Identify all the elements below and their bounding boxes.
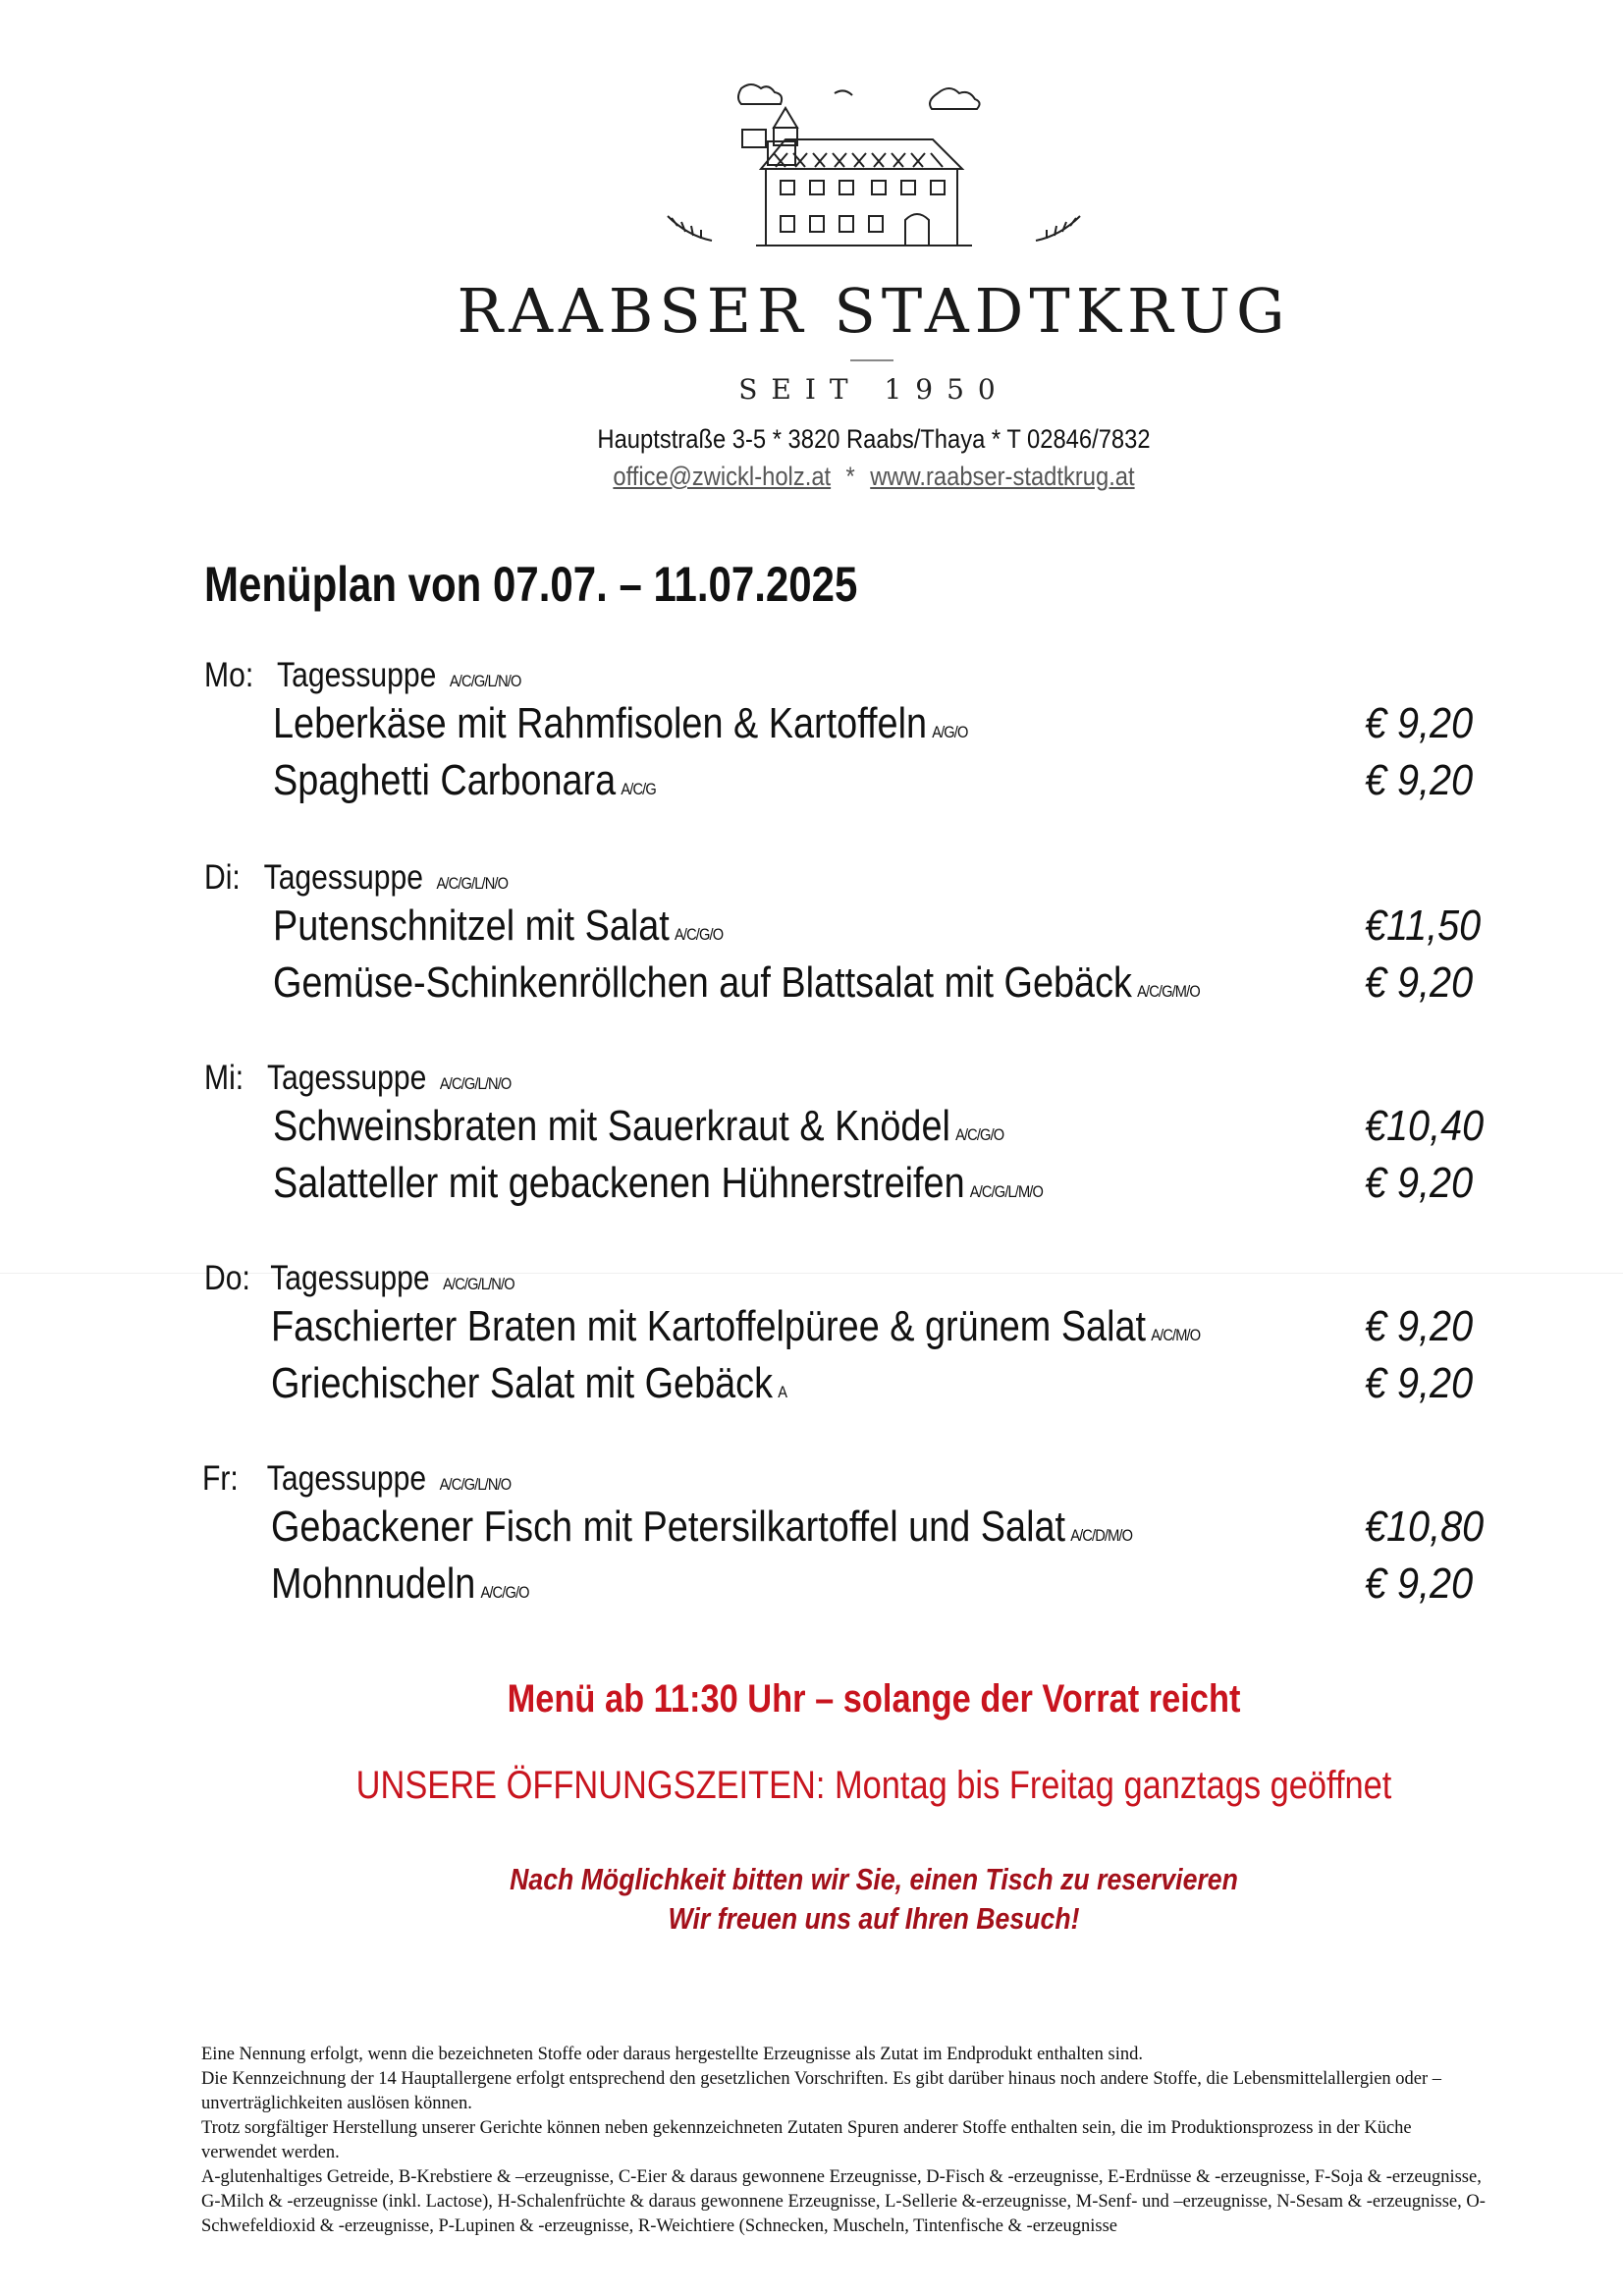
dish-item: [273, 902, 723, 951]
allergen-codes: A/C/G/O: [480, 1583, 529, 1602]
dish-name: Salatteller mit gebackenen Hühnerstreifen: [273, 1159, 965, 1207]
soup-label: Tagessuppe: [266, 1059, 427, 1097]
dish-item: [271, 1302, 1200, 1351]
dish-price: €10,80: [1365, 1503, 1485, 1551]
day-label: Di:: [204, 858, 241, 897]
footnote-line: Die Kennzeichnung der 14 Hauptallergene erfolgt entsprechend den gesetzlichen Vorschriften. Es gibt darüber hinaus noch andere Stoffe, die Lebensmittelallergien oder –unverträglichkeiten auslösen können.: [201, 2069, 1442, 2113]
contact-separator: *: [845, 462, 855, 491]
dish-name: Putenschnitzel mit Salat: [273, 902, 670, 950]
dish-name: Leberkäse mit Rahmfisolen & Kartoffeln: [273, 699, 928, 747]
stadtkrug-logo-icon: [648, 79, 1100, 275]
allergen-codes: A/C/G/L/N/O: [439, 1074, 512, 1093]
dish-price: €11,50: [1365, 902, 1482, 950]
allergen-codes: A/C/G: [621, 780, 656, 798]
dish-name: Faschierter Braten mit Kartoffelpüree & grünem Salat: [271, 1302, 1147, 1350]
brand-divider: [850, 359, 893, 361]
dish-price: € 9,20: [1365, 1359, 1474, 1407]
day-label: Fr:: [202, 1459, 239, 1498]
dish-item: [273, 699, 968, 748]
day-row-mo: [204, 656, 521, 695]
allergen-footnote: [201, 2043, 1488, 2239]
soup-label: Tagessuppe: [270, 1259, 430, 1297]
dish-item: [273, 1159, 1043, 1208]
day-row-fr: [202, 1459, 511, 1499]
footnote-line: Eine Nennung erfolgt, wenn die bezeichneten Stoffe oder daraus hergestellte Erzeugnisse als Zutat im Endprodukt enthalten sind.: [201, 2045, 1143, 2064]
allergen-codes: A/C/G/L/N/O: [439, 1475, 512, 1494]
allergen-codes: A: [778, 1383, 787, 1401]
menu-time-notice: Menü ab 11:30 Uhr – solange der Vorrat reicht: [507, 1677, 1241, 1721]
dish-name: Schweinsbraten mit Sauerkraut & Knödel: [273, 1102, 950, 1150]
dish-item: [271, 1359, 786, 1408]
day-row-di: [204, 858, 508, 898]
soup-label: Tagessuppe: [266, 1459, 427, 1498]
footnote-line: Trotz sorgfältiger Herstellung unserer Gerichte können neben gekennzeichneten Zutaten Spuren anderer Stoffe enthalten sein, die im Produktionsprozess in der Küche verwendet werden.: [201, 2118, 1412, 2162]
footnote-line: A-glutenhaltiges Getreide, B-Krebstiere & –erzeugnisse, C-Eier & daraus gewonnene Erzeugnisse, D-Fisch & -erzeugnisse, E-Erdnüsse & -erzeugnisse, F-Soja & -erzeugnisse, G-Milch & -erzeugnisse (inkl. Lactose), H-Schalenfrüchte & daraus gewonnene Erzeugnisse, L-Sellerie &-erzeugnisse, M-Senf- und –erzeugnisse, N-Sesam & -erzeugnisse, O-Schwefeldioxid & -erzeugnisse, P-Lupinen & -erzeugnisse, R-Weichtiere (Schnecken, Muscheln, Tintenfische & -erzeugnisse: [201, 2167, 1486, 2236]
allergen-codes: A/C/G/L/N/O: [436, 874, 509, 893]
dish-item: [271, 1559, 529, 1609]
allergen-codes: A/C/G/L/M/O: [969, 1182, 1044, 1201]
since-year: SEIT 1950: [738, 373, 1009, 406]
dish-price: € 9,20: [1365, 958, 1474, 1007]
allergen-codes: A/C/G/O: [955, 1125, 1004, 1144]
allergen-codes: A/C/G/L/N/O: [443, 1275, 514, 1293]
day-row-do: [204, 1259, 514, 1298]
day-label: Mi:: [204, 1059, 244, 1097]
dish-price: €10,40: [1365, 1102, 1485, 1150]
allergen-codes: A/G/O: [932, 723, 968, 741]
allergen-codes: A/C/G/L/N/O: [449, 672, 521, 690]
soup-label: Tagessuppe: [277, 656, 437, 694]
address-line: Hauptstraße 3-5 * 3820 Raabs/Thaya * T 02846/7832: [597, 424, 1151, 454]
allergen-codes: A/C/G/O: [674, 925, 724, 944]
dish-name: Gebackener Fisch mit Petersilkartoffel und Salat: [271, 1503, 1066, 1551]
day-row-mi: [204, 1059, 511, 1098]
dish-price: € 9,20: [1365, 1302, 1474, 1350]
reservation-notice: Nach Möglichkeit bitten wir Sie, einen Tisch zu reservieren: [510, 1862, 1238, 1896]
dish-item: [273, 958, 1200, 1008]
dish-name: Griechischer Salat mit Gebäck: [271, 1359, 774, 1407]
day-label: Do:: [204, 1259, 250, 1297]
soup-label: Tagessuppe: [263, 858, 423, 897]
dish-item: [273, 756, 656, 805]
dish-price: € 9,20: [1365, 756, 1474, 804]
dish-price: € 9,20: [1365, 1559, 1474, 1608]
dish-price: € 9,20: [1365, 699, 1474, 747]
website-link[interactable]: www.raabser-stadtkrug.at: [870, 462, 1135, 491]
email-link[interactable]: office@zwickl-holz.at: [613, 462, 832, 491]
allergen-codes: A/C/G/M/O: [1137, 982, 1200, 1001]
welcome-notice: Wir freuen uns auf Ihren Besuch!: [668, 1901, 1080, 1936]
contact-line: [105, 462, 1623, 492]
dish-item: [273, 1102, 1003, 1151]
opening-hours-notice: UNSERE ÖFFNUNGSZEITEN: Montag bis Freitag ganztags geöffnet: [355, 1764, 1392, 1807]
dish-name: Mohnnudeln: [271, 1559, 476, 1608]
dish-name: Spaghetti Carbonara: [273, 756, 617, 804]
allergen-codes: A/C/D/M/O: [1070, 1526, 1133, 1545]
dish-price: € 9,20: [1365, 1159, 1474, 1207]
dish-item: [271, 1503, 1132, 1552]
allergen-codes: A/C/M/O: [1151, 1326, 1201, 1344]
dish-name: Gemüse-Schinkenröllchen auf Blattsalat mit Gebäck: [273, 958, 1132, 1007]
brand-name: RAABSER STADTKRUG: [457, 275, 1291, 347]
day-label: Mo:: [204, 656, 254, 694]
menu-title: Menüplan von 07.07. – 11.07.2025: [204, 557, 858, 612]
